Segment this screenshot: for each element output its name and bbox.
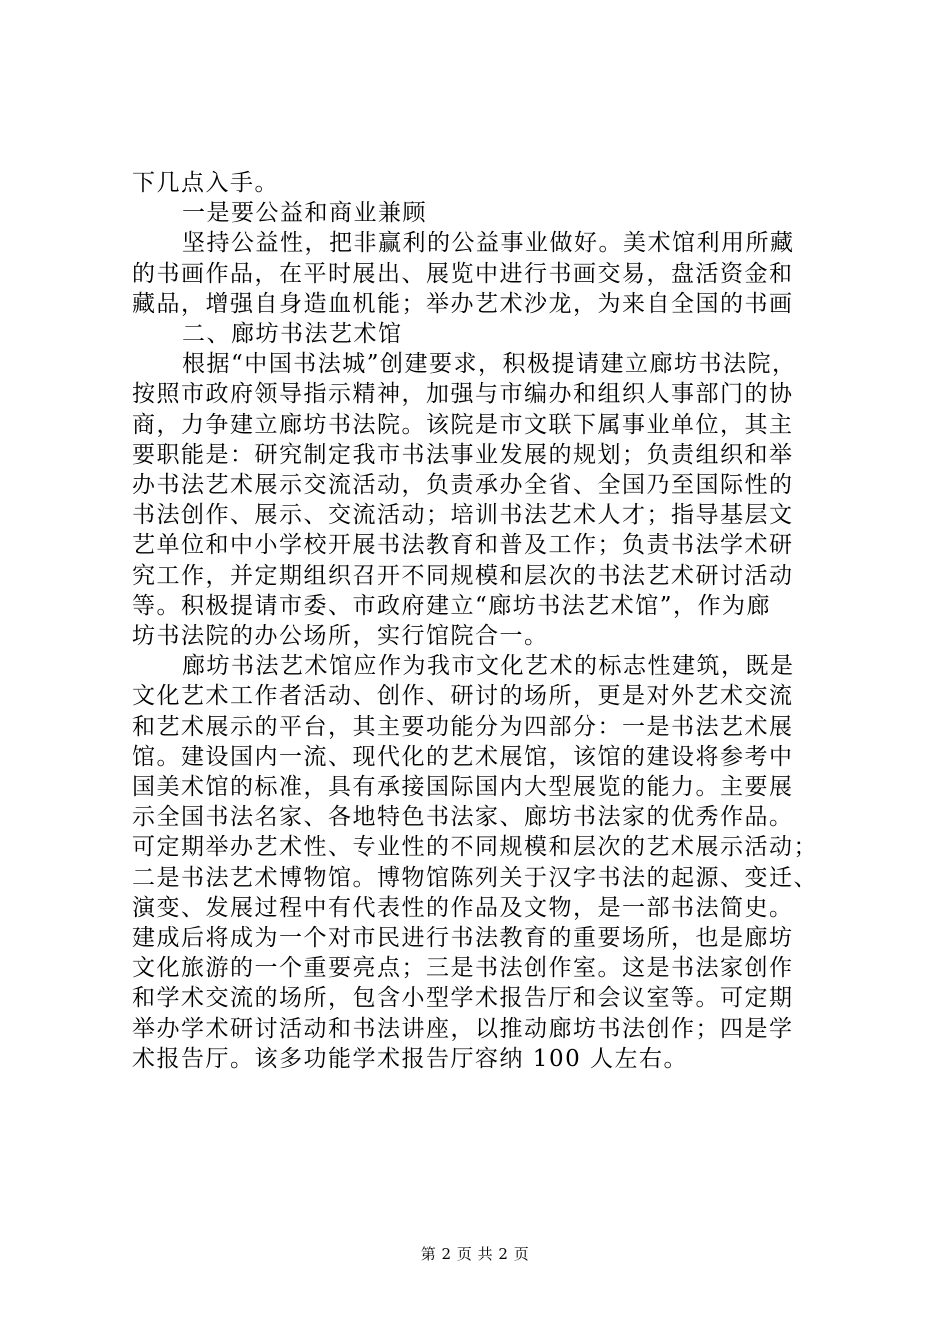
text-line: 根据“中国书法城”创建要求，积极提请建立廊坊书法院， [182, 351, 797, 378]
text-line: 举办学术研讨活动和书法讲座，以推动廊坊书法创作；四是学 [132, 1015, 794, 1042]
text-line: 要职能是：研究制定我市书法事业发展的规划；负责组织和举 [132, 441, 794, 468]
text-line: 国美术馆的标准，具有承接国际国内大型展览的能力。主要展 [132, 774, 794, 801]
text-line: 示全国书法名家、各地特色书法家、廊坊书法家的优秀作品。 [132, 804, 794, 831]
text-line: 艺单位和中小学校开展书法教育和普及工作；负责书法学术研 [132, 532, 794, 559]
text-line: 二是书法艺术博物馆。博物馆陈列关于汉字书法的起源、变迁、 [132, 864, 818, 891]
text-line: 和艺术展示的平台，其主要功能分为四部分：一是书法艺术展 [132, 713, 794, 740]
text-line: 演变、发展过程中有代表性的作品及文物，是一部书法简史。 [132, 894, 794, 921]
text-line: 藏品，增强自身造血机能；举办艺术沙龙，为来自全国的书画 [132, 290, 794, 317]
text-line: 等。积极提请市委、市政府建立“廊坊书法艺术馆”，作为廊 [132, 592, 772, 619]
text-line: 商，力争建立廊坊书法院。该院是市文联下属事业单位，其主 [132, 411, 794, 438]
text-line: 书法创作、展示、交流活动；培训书法艺术人才；指导基层文 [132, 502, 794, 529]
text-line: 办书法艺术展示交流活动，负责承办全省、全国乃至国际性的 [132, 472, 794, 499]
text-line: 二、廊坊书法艺术馆 [182, 321, 403, 348]
text-line: 术报告厅。该多功能学术报告厅容纳 100 人左右。 [132, 1045, 689, 1072]
text-line: 一是要公益和商业兼顾 [182, 200, 427, 227]
text-line: 建成后将成为一个对市民进行书法教育的重要场所，也是廊坊 [132, 925, 794, 952]
text-line: 按照市政府领导指示精神，加强与市编办和组织人事部门的协 [132, 381, 794, 408]
text-line: 下几点入手。 [132, 170, 279, 196]
text-line: 究工作，并定期组织召开不同规模和层次的书法艺术研讨活动 [132, 562, 794, 589]
page-footer: 第 2 页 共 2 页 [420, 1245, 530, 1263]
text-line: 的书画作品，在平时展出、展览中进行书画交易，盘活资金和 [132, 260, 794, 287]
text-line: 和学术交流的场所，包含小型学术报告厅和会议室等。可定期 [132, 985, 794, 1012]
text-line: 可定期举办艺术性、专业性的不同规模和层次的艺术展示活动； [132, 834, 818, 861]
text-line: 馆。建设国内一流、现代化的艺术展馆，该馆的建设将参考中 [132, 743, 794, 770]
text-line: 文化旅游的一个重要亮点；三是书法创作室。这是书法家创作 [132, 955, 794, 982]
text-line: 坚持公益性，把非赢利的公益事业做好。美术馆利用所藏 [182, 230, 795, 257]
document-body [132, 168, 832, 1074]
text-line: 廊坊书法艺术馆应作为我市文化艺术的标志性建筑，既是 [182, 653, 795, 680]
text-line: 文化艺术工作者活动、创作、研讨的场所，更是对外艺术交流 [132, 683, 794, 710]
text-line: 坊书法院的办公场所，实行馆院合一。 [132, 623, 549, 650]
